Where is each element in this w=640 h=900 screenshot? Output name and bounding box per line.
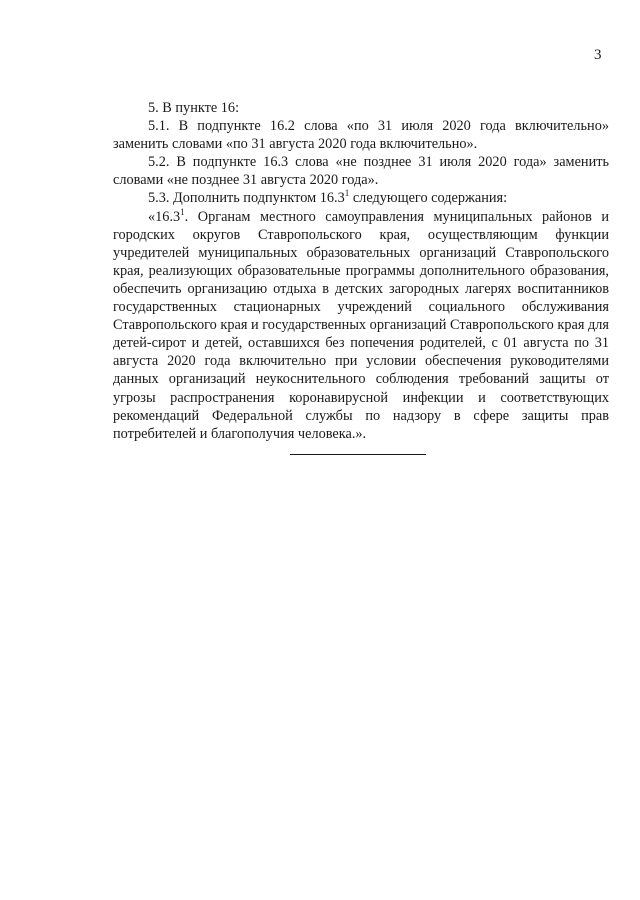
paragraph-text: . Органам местного самоуправления муниципальных районов и городских округов Ставропольского края, осуществляющим функции учредителей муниципальных образовательных организаций Ставропольского края, реализующих образовательные программы дополнительного образования, обеспечить организацию отдыха в детских загородных лагерях воспитанников государственных стационарных учреждений социального обслуживания Ставропольского края и государственных организаций Ставропольского края для детей-сирот и детей, оставшихся без попечения родителей, с 01 августа по 31 августа 2020 года включительно при условии обеспечения руководителями данных организаций неукоснительного соблюдения требований защиты от угрозы распространения коронавирусной инфекции и соответствующих рекомендаций Федеральной службы по надзору в сфере защиты прав потребителей и благополучия человека.». (113, 208, 609, 442)
page-number: 3 (594, 47, 602, 63)
paragraph-text: следующего содержания: (349, 190, 508, 207)
document-body (113, 99, 609, 443)
superscript: 1 (180, 206, 185, 217)
paragraph-point-5-3 (113, 189, 609, 207)
end-separator-line (290, 454, 426, 455)
superscript: 1 (344, 188, 350, 199)
paragraph-point-5-1: 5.1. В подпункте 16.2 слова «по 31 июля 2020 года включительно» заменить словами «по 31 августа 2020 года включительно». (113, 118, 609, 153)
paragraph-point-5: 5. В пункте 16: (148, 100, 240, 116)
paragraph-text: 5.3. Дополнить подпунктом 16.3 (148, 190, 345, 207)
paragraph-subpoint-16-3-1 (113, 208, 609, 443)
paragraph-point-5-2: 5.2. В подпункте 16.3 слова «не позднее 31 июля 2020 года» заменить словами «не позднее 31 августа 2020 года». (113, 154, 609, 189)
paragraph-text: «16.3 (148, 208, 181, 225)
